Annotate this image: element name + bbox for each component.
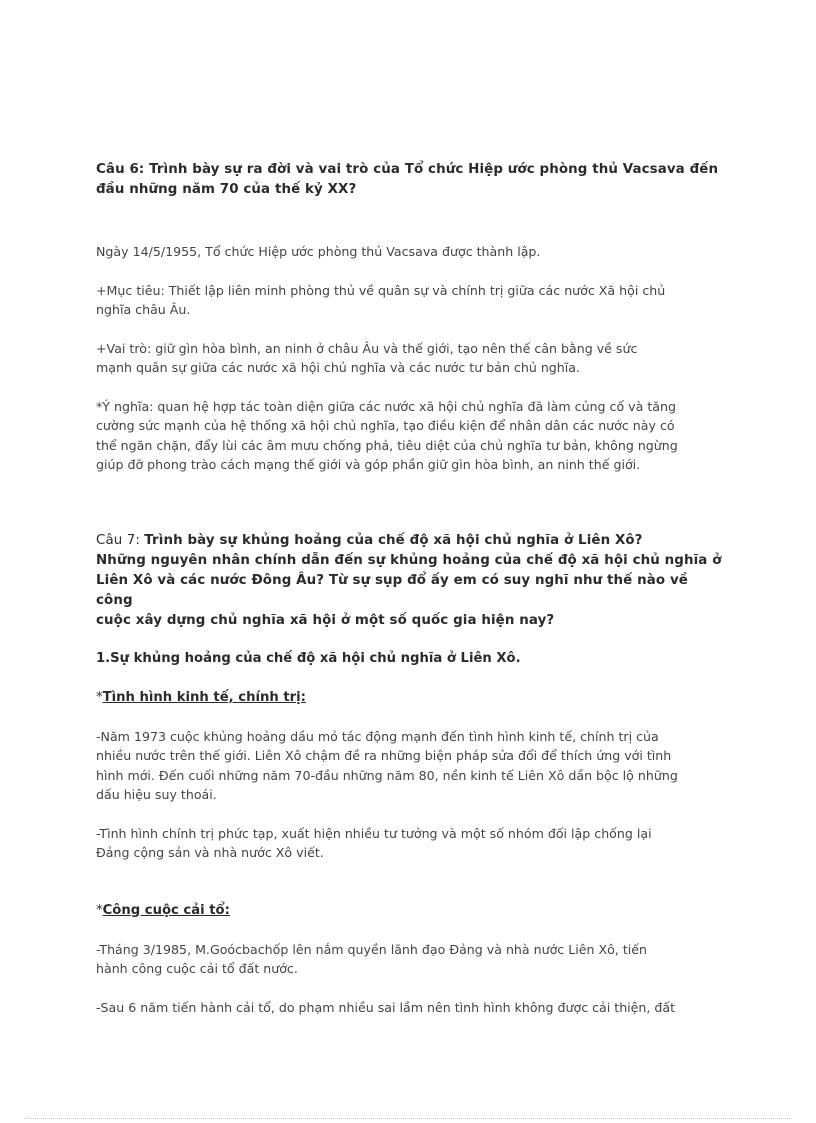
q6-muc-tieu-line1: +Mục tiêu: Thiết lập liên minh phòng thủ về quân sự và chính trị giữa các nước Xã hội chủ xyxy=(96,282,666,298)
question-7-title-line1: Trình bày sự khủng hoảng của chế độ xã hội chủ nghĩa ở Liên Xô? xyxy=(144,532,643,548)
subsection-1-prefix: * xyxy=(96,689,103,705)
kinh-te-line3: hình mới. Đến cuối những năm 70-đầu những năm 80, nền kinh tế Liên Xô dần bộc lộ những xyxy=(96,767,678,783)
q6-vai-tro-line2: mạnh quân sự giữa các nước xã hội chủ nghĩa và các nước tư bản chủ nghĩa. xyxy=(96,360,580,375)
subsection-kinh-te-chinh-tri xyxy=(96,688,724,708)
q6-y-nghia-line1: *Ý nghĩa: quan hệ hợp tác toàn diện giữa các nước xã hội chủ nghĩa đã làm củng cố và tăng xyxy=(96,398,676,414)
question-7-title-line2: Những nguyên nhân chính dẫn đến sự khủng hoảng của chế độ xã hội chủ nghĩa ở xyxy=(96,552,722,568)
q6-muc-tieu xyxy=(96,281,724,320)
q6-vai-tro xyxy=(96,339,724,378)
question-6-title-line2: đầu những năm 70 của thế kỷ XX? xyxy=(96,182,357,197)
cai-to-line2: hành công cuộc cải tổ đất nước. xyxy=(96,961,298,976)
kinh-te-line4: dấu hiệu suy thoái. xyxy=(96,787,217,802)
q6-y-nghia-line2: cường sức mạnh của hệ thống xã hội chủ nghĩa, tạo điều kiện để nhân dân các nước này có xyxy=(96,418,675,433)
cai-to-line1: -Tháng 3/1985, M.Goócbachốp lên nắm quyền lãnh đạo Đảng và nhà nước Liên Xô, tiến xyxy=(96,941,647,957)
page-bottom-divider xyxy=(24,1118,792,1119)
question-7-prefix: Câu 7: xyxy=(96,532,145,548)
cai-to-paragraph-2 xyxy=(96,998,724,1018)
kinh-te-paragraph xyxy=(96,727,724,805)
section-1-heading: 1.Sự khủng hoảng của chế độ xã hội chủ nghĩa ở Liên Xô. xyxy=(96,650,521,666)
question-6-title-line1: Câu 6: Trình bày sự ra đời và vai trò của Tổ chức Hiệp ước phòng thủ Vacsava đến xyxy=(96,162,719,177)
q6-y-nghia-line3: thể ngăn chặn, đẩy lùi các âm mưu chống phá, tiêu diệt của chủ nghĩa tư bản, không ngừng xyxy=(96,437,678,453)
cai-to-paragraph-1 xyxy=(96,940,724,979)
q6-y-nghia xyxy=(96,397,724,475)
q6-intro: Ngày 14/5/1955, Tổ chức Hiệp ước phòng thủ Vacsava được thành lập. xyxy=(96,244,541,259)
chinh-tri-line2: Đảng cộng sản và nhà nước Xô viết. xyxy=(96,845,324,860)
q6-vai-tro-line1: +Vai trò: giữ gìn hòa bình, an ninh ở châu Âu và thế giới, tạo nên thế cân bằng về sức xyxy=(96,340,638,356)
question-6-title xyxy=(96,160,724,200)
subsection-2-prefix: * xyxy=(96,902,103,918)
q6-y-nghia-line4: giúp đỡ phong trào cách mạng thế giới và góp phần giữ gìn hòa bình, an ninh thế giới. xyxy=(96,457,641,472)
document-page xyxy=(96,160,724,1017)
subsection-cong-cuoc-cai-to xyxy=(96,901,724,921)
subsection-2-heading: Công cuộc cải tổ: xyxy=(102,902,230,918)
question-7-title-line3: Liên Xô và các nước Đông Âu? Từ sự sụp đổ ấy em có suy nghĩ như thế nào về công xyxy=(96,572,688,608)
question-7-title xyxy=(96,531,724,631)
subsection-1-heading: Tình hình kinh tế, chính trị: xyxy=(102,689,306,705)
q6-muc-tieu-line2: nghĩa châu Âu. xyxy=(96,302,191,317)
kinh-te-line1: -Năm 1973 cuộc khủng hoảng dầu mỏ tác động mạnh đến tình hình kinh tế, chính trị của xyxy=(96,728,659,744)
chinh-tri-paragraph xyxy=(96,824,724,863)
question-7-title-line4: cuộc xây dựng chủ nghĩa xã hội ở một số quốc gia hiện nay? xyxy=(96,612,555,628)
chinh-tri-line1: -Tình hình chính trị phức tạp, xuất hiện nhiều tư tưởng và một số nhóm đối lập chống lại xyxy=(96,825,652,841)
kinh-te-line2: nhiều nước trên thế giới. Liên Xô chậm đề ra những biện pháp sửa đổi để thích ứng với tình xyxy=(96,748,672,763)
cai-to-line3: -Sau 6 năm tiến hành cải tổ, do phạm nhiều sai lầm nên tình hình không được cải thiện, đất xyxy=(96,999,676,1015)
